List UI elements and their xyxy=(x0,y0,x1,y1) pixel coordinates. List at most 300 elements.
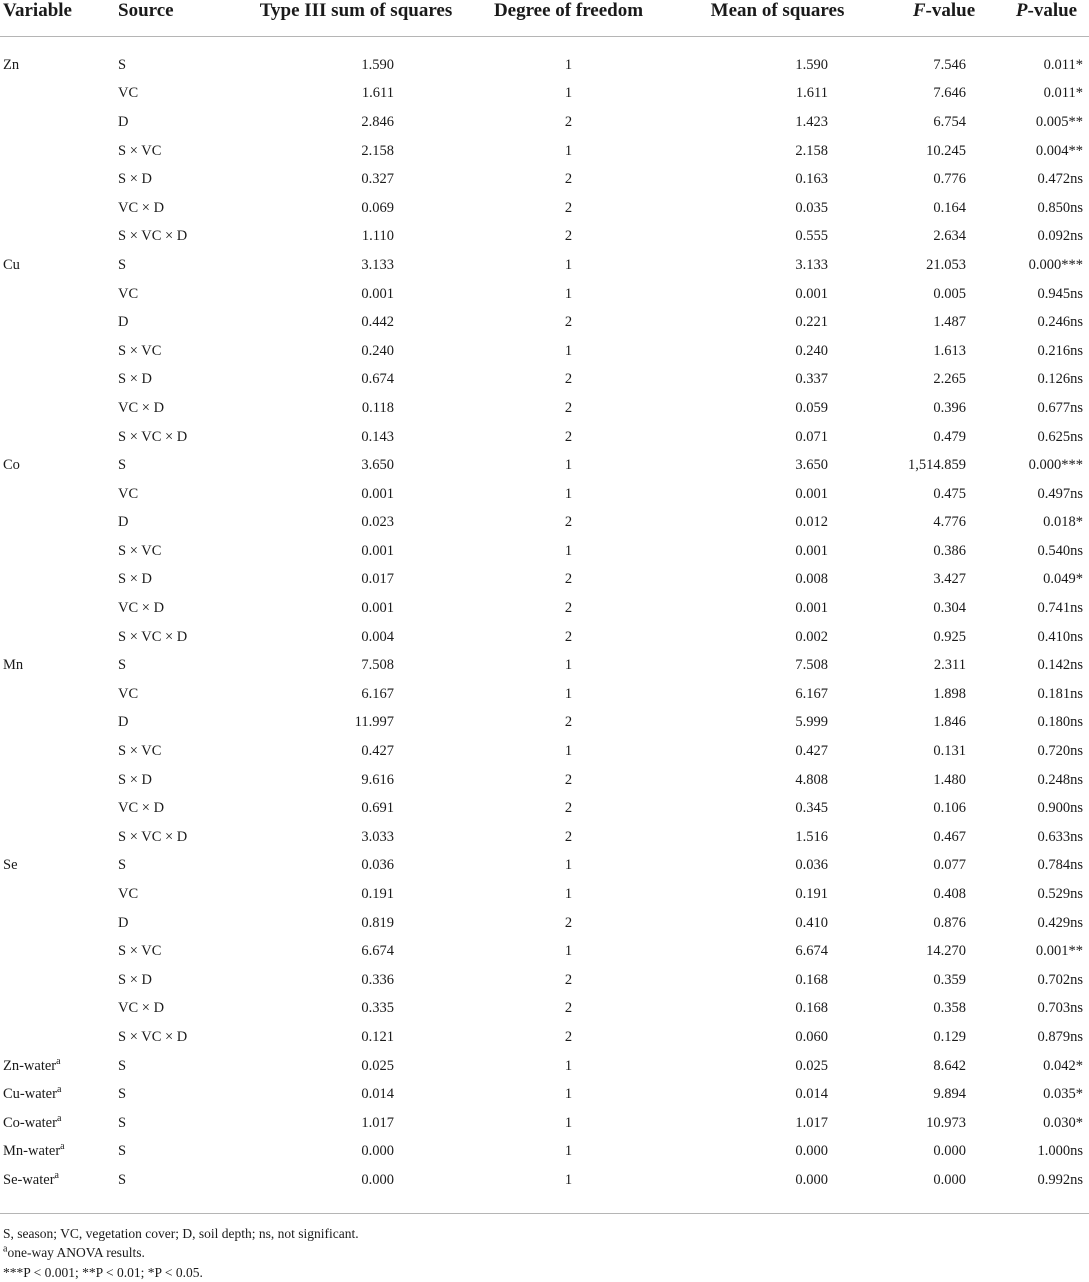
table-row xyxy=(0,280,1089,309)
cell-p-value: 0.049* xyxy=(1043,571,1083,588)
header-f-rest: -value xyxy=(925,0,976,21)
table-row xyxy=(0,509,1089,538)
cell-sum-of-squares: 6.167 xyxy=(361,685,394,702)
cell-degree-of-freedom: 2 xyxy=(564,1028,573,1045)
cell-mean-of-squares: 5.999 xyxy=(795,714,828,731)
cell-degree-of-freedom: 1 xyxy=(564,657,573,674)
cell-source: S × VC xyxy=(118,342,162,359)
cell-degree-of-freedom: 1 xyxy=(564,1057,573,1074)
cell-degree-of-freedom: 1 xyxy=(564,142,573,159)
cell-p-value: 0.633ns xyxy=(1037,828,1083,845)
cell-p-value: 1.000ns xyxy=(1037,1143,1083,1160)
cell-degree-of-freedom: 2 xyxy=(564,171,573,188)
cell-sum-of-squares: 0.069 xyxy=(361,199,394,216)
cell-f-value: 0.925 xyxy=(933,628,966,645)
cell-f-value: 21.053 xyxy=(926,256,966,273)
cell-p-value: 0.850ns xyxy=(1037,199,1083,216)
cell-p-value: 0.181ns xyxy=(1037,685,1083,702)
cell-degree-of-freedom: 2 xyxy=(564,714,573,731)
cell-variable xyxy=(0,995,118,1024)
cell-f-value: 0.000 xyxy=(933,1171,966,1188)
cell-f-value: 10.245 xyxy=(926,142,966,159)
cell-source: VC xyxy=(118,886,139,903)
header-p-rest: -value xyxy=(1027,0,1078,21)
cell-source: S × D xyxy=(118,571,152,588)
cell-source: VC × D xyxy=(118,399,165,416)
cell-source: S × VC xyxy=(118,743,162,760)
cell-p-value: 0.092ns xyxy=(1037,228,1083,245)
cell-p-value: 0.741ns xyxy=(1037,600,1083,617)
cell-degree-of-freedom: 1 xyxy=(564,1114,573,1131)
table-row xyxy=(0,80,1089,109)
cell-degree-of-freedom: 1 xyxy=(564,485,573,502)
cell-mean-of-squares: 1.017 xyxy=(795,1114,828,1131)
cell-source: S × D xyxy=(118,171,152,188)
cell-sum-of-squares: 0.036 xyxy=(361,857,394,874)
cell-variable xyxy=(0,280,118,309)
cell-p-value: 0.529ns xyxy=(1037,886,1083,903)
cell-mean-of-squares: 0.337 xyxy=(795,371,828,388)
cell-p-value: 0.784ns xyxy=(1037,857,1083,874)
cell-sum-of-squares: 0.336 xyxy=(361,971,394,988)
header-p-value xyxy=(1004,0,1089,37)
cell-variable xyxy=(0,394,118,423)
variable-label: Mn-water xyxy=(3,1143,61,1160)
cell-f-value: 14.270 xyxy=(926,943,966,960)
cell-degree-of-freedom: 1 xyxy=(564,886,573,903)
cell-mean-of-squares: 0.555 xyxy=(795,228,828,245)
cell-variable xyxy=(0,966,118,995)
cell-mean-of-squares: 0.191 xyxy=(795,886,828,903)
header-degree-of-freedom: Degree of freedom xyxy=(466,0,671,37)
cell-mean-of-squares: 0.000 xyxy=(795,1143,828,1160)
cell-sum-of-squares: 7.508 xyxy=(361,657,394,674)
cell-source: D xyxy=(118,714,129,731)
cell-source: S xyxy=(118,1086,127,1103)
cell-source: VC × D xyxy=(118,800,165,817)
cell-degree-of-freedom: 1 xyxy=(564,857,573,874)
cell-p-value: 0.216ns xyxy=(1037,342,1083,359)
footnote-a-marker: a xyxy=(3,1243,8,1255)
cell-p-value: 0.677ns xyxy=(1037,399,1083,416)
cell-variable xyxy=(0,1138,118,1167)
cell-mean-of-squares: 1.590 xyxy=(795,56,828,73)
cell-mean-of-squares: 2.158 xyxy=(795,142,828,159)
cell-f-value: 0.467 xyxy=(933,828,966,845)
cell-mean-of-squares: 1.611 xyxy=(795,85,828,102)
cell-mean-of-squares: 0.059 xyxy=(795,399,828,416)
cell-variable xyxy=(0,566,118,595)
cell-mean-of-squares: 0.168 xyxy=(795,1000,828,1017)
table-row xyxy=(0,766,1089,795)
cell-degree-of-freedom: 1 xyxy=(564,1143,573,1160)
cell-sum-of-squares: 0.240 xyxy=(361,342,394,359)
cell-source: S × D xyxy=(118,971,152,988)
cell-mean-of-squares: 6.674 xyxy=(795,943,828,960)
table-row xyxy=(0,937,1089,966)
cell-sum-of-squares: 0.327 xyxy=(361,171,394,188)
cell-sum-of-squares: 6.674 xyxy=(361,943,394,960)
cell-p-value: 0.042* xyxy=(1043,1057,1083,1074)
cell-f-value: 0.358 xyxy=(933,1000,966,1017)
cell-source: VC xyxy=(118,85,139,102)
cell-variable xyxy=(0,1166,118,1195)
cell-p-value: 0.246ns xyxy=(1037,314,1083,331)
cell-sum-of-squares: 0.143 xyxy=(361,428,394,445)
cell-sum-of-squares: 0.335 xyxy=(361,1000,394,1017)
table-row xyxy=(0,394,1089,423)
table-row xyxy=(0,1166,1089,1195)
cell-degree-of-freedom: 2 xyxy=(564,113,573,130)
cell-degree-of-freedom: 2 xyxy=(564,914,573,931)
cell-mean-of-squares: 0.001 xyxy=(795,600,828,617)
cell-f-value: 6.754 xyxy=(933,113,966,130)
table-row xyxy=(0,537,1089,566)
variable-label: Zn-water xyxy=(3,1057,57,1074)
table-row xyxy=(0,623,1089,652)
cell-variable: Se xyxy=(3,857,18,874)
header-variable: Variable xyxy=(0,0,118,37)
cell-degree-of-freedom: 2 xyxy=(564,600,573,617)
cell-f-value: 0.304 xyxy=(933,600,966,617)
cell-f-value: 0.776 xyxy=(933,171,966,188)
cell-source: S xyxy=(118,657,127,674)
cell-source: D xyxy=(118,914,129,931)
cell-degree-of-freedom: 1 xyxy=(564,256,573,273)
cell-variable xyxy=(0,137,118,166)
cell-mean-of-squares: 0.025 xyxy=(795,1057,828,1074)
cell-variable xyxy=(0,223,118,252)
header-p-italic: P xyxy=(1015,0,1028,21)
variable-label: Co-water xyxy=(3,1114,57,1131)
cell-source: S xyxy=(118,1114,127,1131)
cell-sum-of-squares: 2.158 xyxy=(361,142,394,159)
cell-mean-of-squares: 0.014 xyxy=(795,1086,828,1103)
cell-p-value: 0.429ns xyxy=(1037,914,1083,931)
cell-variable xyxy=(0,509,118,538)
cell-f-value: 0.396 xyxy=(933,399,966,416)
footnote-marker: a xyxy=(56,1084,62,1096)
cell-p-value: 0.720ns xyxy=(1037,743,1083,760)
cell-sum-of-squares: 1.017 xyxy=(361,1114,394,1131)
cell-sum-of-squares: 0.427 xyxy=(361,743,394,760)
bottom-rule-cell xyxy=(0,1195,1089,1214)
cell-variable xyxy=(0,80,118,109)
cell-degree-of-freedom: 1 xyxy=(564,1171,573,1188)
cell-degree-of-freedom: 2 xyxy=(564,971,573,988)
cell-f-value: 2.634 xyxy=(933,228,966,245)
cell-sum-of-squares: 1.110 xyxy=(361,228,394,245)
cell-mean-of-squares: 0.240 xyxy=(795,342,828,359)
cell-variable xyxy=(0,337,118,366)
footnote-marker: a xyxy=(56,1055,61,1067)
cell-sum-of-squares: 0.001 xyxy=(361,485,394,502)
table-row xyxy=(0,308,1089,337)
cell-mean-of-squares: 0.427 xyxy=(795,743,828,760)
cell-sum-of-squares: 0.017 xyxy=(361,571,394,588)
cell-source: S xyxy=(118,56,127,73)
cell-degree-of-freedom: 2 xyxy=(564,771,573,788)
header-f-italic: F xyxy=(912,0,926,21)
table-row xyxy=(0,37,1089,80)
cell-sum-of-squares: 0.442 xyxy=(361,314,394,331)
cell-p-value: 0.004** xyxy=(1035,142,1083,159)
footnote-marker: a xyxy=(54,1170,59,1182)
cell-mean-of-squares: 0.012 xyxy=(795,514,828,531)
cell-variable: Cu xyxy=(3,256,20,273)
cell-mean-of-squares: 0.221 xyxy=(795,314,828,331)
cell-f-value: 7.646 xyxy=(933,85,966,102)
cell-mean-of-squares: 0.001 xyxy=(795,542,828,559)
cell-variable xyxy=(0,366,118,395)
cell-p-value: 0.879ns xyxy=(1037,1028,1083,1045)
cell-f-value: 0.408 xyxy=(933,886,966,903)
cell-f-value: 0.359 xyxy=(933,971,966,988)
cell-source: S xyxy=(118,1171,127,1188)
cell-mean-of-squares: 0.410 xyxy=(795,914,828,931)
cell-variable xyxy=(0,537,118,566)
cell-degree-of-freedom: 2 xyxy=(564,228,573,245)
cell-variable xyxy=(0,308,118,337)
table-row xyxy=(0,794,1089,823)
cell-variable xyxy=(0,909,118,938)
cell-source: VC × D xyxy=(118,1000,165,1017)
table-row xyxy=(0,451,1089,480)
cell-p-value: 0.018* xyxy=(1043,514,1083,531)
cell-sum-of-squares: 0.691 xyxy=(361,800,394,817)
cell-source: S × VC × D xyxy=(118,228,188,245)
cell-p-value: 0.011* xyxy=(1043,56,1083,73)
cell-source: S × D xyxy=(118,371,152,388)
cell-variable xyxy=(0,423,118,452)
cell-variable xyxy=(0,880,118,909)
cell-degree-of-freedom: 2 xyxy=(564,371,573,388)
cell-variable xyxy=(0,194,118,223)
cell-f-value: 9.894 xyxy=(933,1086,966,1103)
cell-f-value: 2.311 xyxy=(933,657,966,674)
table-row xyxy=(0,737,1089,766)
cell-f-value: 10.973 xyxy=(926,1114,966,1131)
cell-mean-of-squares: 3.133 xyxy=(795,256,828,273)
cell-mean-of-squares: 0.001 xyxy=(795,485,828,502)
cell-sum-of-squares: 0.001 xyxy=(361,542,394,559)
cell-p-value: 0.011* xyxy=(1043,85,1083,102)
cell-variable xyxy=(0,680,118,709)
cell-mean-of-squares: 0.000 xyxy=(795,1171,828,1188)
table-row xyxy=(0,1109,1089,1138)
cell-mean-of-squares: 7.508 xyxy=(795,657,828,674)
cell-variable xyxy=(0,165,118,194)
cell-f-value: 1.487 xyxy=(933,314,966,331)
cell-sum-of-squares: 3.033 xyxy=(361,828,394,845)
cell-mean-of-squares: 0.168 xyxy=(795,971,828,988)
cell-f-value: 2.265 xyxy=(933,371,966,388)
cell-sum-of-squares: 0.000 xyxy=(361,1143,394,1160)
cell-mean-of-squares: 3.650 xyxy=(795,457,828,474)
cell-sum-of-squares: 0.001 xyxy=(361,600,394,617)
cell-source: S × VC × D xyxy=(118,428,188,445)
cell-p-value: 0.035* xyxy=(1043,1086,1083,1103)
cell-f-value: 0.129 xyxy=(933,1028,966,1045)
cell-variable xyxy=(0,623,118,652)
cell-f-value: 8.642 xyxy=(933,1057,966,1074)
table-row xyxy=(0,823,1089,852)
cell-sum-of-squares: 1.590 xyxy=(361,56,394,73)
cell-sum-of-squares: 0.025 xyxy=(361,1057,394,1074)
cell-mean-of-squares: 6.167 xyxy=(795,685,828,702)
cell-f-value: 4.776 xyxy=(933,514,966,531)
cell-source: S xyxy=(118,1057,127,1074)
cell-degree-of-freedom: 1 xyxy=(564,743,573,760)
header-mean-of-squares: Mean of squares xyxy=(671,0,884,37)
table-row xyxy=(0,1052,1089,1081)
cell-f-value: 1.846 xyxy=(933,714,966,731)
footnote-marker: a xyxy=(56,1112,62,1124)
table-row xyxy=(0,966,1089,995)
cell-degree-of-freedom: 2 xyxy=(564,828,573,845)
cell-p-value: 0.625ns xyxy=(1037,428,1083,445)
cell-f-value: 0.106 xyxy=(933,800,966,817)
cell-p-value: 0.005** xyxy=(1035,113,1083,130)
cell-source: D xyxy=(118,314,129,331)
table-row xyxy=(0,223,1089,252)
cell-sum-of-squares: 3.133 xyxy=(361,256,394,273)
cell-degree-of-freedom: 2 xyxy=(564,199,573,216)
cell-f-value: 0.164 xyxy=(933,199,966,216)
cell-p-value: 0.900ns xyxy=(1037,800,1083,817)
cell-p-value: 0.540ns xyxy=(1037,542,1083,559)
cell-f-value: 0.876 xyxy=(933,914,966,931)
table-row xyxy=(0,1080,1089,1109)
footnote-marker: a xyxy=(60,1141,65,1153)
cell-p-value: 0.248ns xyxy=(1037,771,1083,788)
cell-sum-of-squares: 9.616 xyxy=(361,771,394,788)
table-row xyxy=(0,852,1089,881)
table-row xyxy=(0,366,1089,395)
cell-mean-of-squares: 0.071 xyxy=(795,428,828,445)
cell-sum-of-squares: 0.004 xyxy=(361,628,394,645)
footnote-a xyxy=(3,1243,1089,1263)
cell-p-value: 0.945ns xyxy=(1037,285,1083,302)
variable-label: Se-water xyxy=(3,1171,55,1188)
cell-source: S × VC × D xyxy=(118,828,188,845)
cell-degree-of-freedom: 1 xyxy=(564,85,573,102)
cell-variable: Co xyxy=(3,457,20,474)
cell-source: S × VC × D xyxy=(118,628,188,645)
cell-f-value: 7.546 xyxy=(933,56,966,73)
cell-variable xyxy=(0,1080,118,1109)
table-footnotes xyxy=(0,1214,1089,1282)
table-row xyxy=(0,108,1089,137)
cell-degree-of-freedom: 1 xyxy=(564,56,573,73)
cell-degree-of-freedom: 2 xyxy=(564,800,573,817)
cell-p-value: 0.030* xyxy=(1043,1114,1083,1131)
cell-p-value: 0.497ns xyxy=(1037,485,1083,502)
cell-degree-of-freedom: 2 xyxy=(564,314,573,331)
variable-label: Cu-water xyxy=(3,1086,57,1103)
cell-p-value: 0.472ns xyxy=(1037,171,1083,188)
cell-sum-of-squares: 2.846 xyxy=(361,113,394,130)
cell-degree-of-freedom: 1 xyxy=(564,542,573,559)
cell-source: S × D xyxy=(118,771,152,788)
cell-degree-of-freedom: 1 xyxy=(564,943,573,960)
cell-mean-of-squares: 0.036 xyxy=(795,857,828,874)
cell-degree-of-freedom: 2 xyxy=(564,628,573,645)
cell-variable xyxy=(0,737,118,766)
cell-sum-of-squares: 0.819 xyxy=(361,914,394,931)
cell-source: S xyxy=(118,857,127,874)
cell-f-value: 0.479 xyxy=(933,428,966,445)
cell-source: VC xyxy=(118,685,139,702)
cell-variable xyxy=(0,1023,118,1052)
table-row xyxy=(0,251,1089,280)
cell-sum-of-squares: 0.023 xyxy=(361,514,394,531)
cell-f-value: 0.386 xyxy=(933,542,966,559)
cell-f-value: 1.898 xyxy=(933,685,966,702)
table-row xyxy=(0,709,1089,738)
cell-mean-of-squares: 1.423 xyxy=(795,113,828,130)
cell-sum-of-squares: 11.997 xyxy=(354,714,394,731)
cell-source: S xyxy=(118,457,127,474)
cell-degree-of-freedom: 1 xyxy=(564,457,573,474)
cell-variable xyxy=(0,1109,118,1138)
cell-mean-of-squares: 0.345 xyxy=(795,800,828,817)
footnote-significance: ***P < 0.001; **P < 0.01; *P < 0.05. xyxy=(3,1264,203,1280)
cell-source: VC × D xyxy=(118,600,165,617)
cell-source: S × VC xyxy=(118,542,162,559)
cell-p-value: 0.703ns xyxy=(1037,1000,1083,1017)
cell-source: VC xyxy=(118,485,139,502)
cell-f-value: 0.000 xyxy=(933,1143,966,1160)
cell-sum-of-squares: 0.674 xyxy=(361,371,394,388)
cell-f-value: 0.005 xyxy=(933,285,966,302)
cell-degree-of-freedom: 1 xyxy=(564,342,573,359)
cell-degree-of-freedom: 1 xyxy=(564,285,573,302)
cell-mean-of-squares: 1.516 xyxy=(795,828,828,845)
header-source: Source xyxy=(118,0,246,37)
cell-variable xyxy=(0,937,118,966)
cell-variable xyxy=(0,594,118,623)
cell-mean-of-squares: 4.808 xyxy=(795,771,828,788)
table-row xyxy=(0,995,1089,1024)
cell-variable xyxy=(0,480,118,509)
table-row xyxy=(0,594,1089,623)
table-row xyxy=(0,1023,1089,1052)
cell-f-value: 1,514.859 xyxy=(908,457,966,474)
header-sum-of-squares: Type III sum of squares xyxy=(246,0,466,37)
cell-variable xyxy=(0,108,118,137)
table-row xyxy=(0,566,1089,595)
cell-degree-of-freedom: 1 xyxy=(564,685,573,702)
cell-sum-of-squares: 0.118 xyxy=(361,399,394,416)
cell-degree-of-freedom: 2 xyxy=(564,514,573,531)
table-row xyxy=(0,337,1089,366)
cell-p-value: 0.410ns xyxy=(1037,628,1083,645)
cell-p-value: 0.180ns xyxy=(1037,714,1083,731)
cell-p-value: 0.702ns xyxy=(1037,971,1083,988)
header-f-value xyxy=(884,0,1004,37)
table-row xyxy=(0,880,1089,909)
cell-f-value: 1.480 xyxy=(933,771,966,788)
cell-variable xyxy=(0,1052,118,1081)
cell-source: D xyxy=(118,113,129,130)
cell-f-value: 0.475 xyxy=(933,485,966,502)
cell-mean-of-squares: 0.002 xyxy=(795,628,828,645)
table-bottom-rule xyxy=(0,1195,1089,1214)
table-body xyxy=(0,37,1089,1214)
cell-degree-of-freedom: 2 xyxy=(564,1000,573,1017)
cell-sum-of-squares: 3.650 xyxy=(361,457,394,474)
